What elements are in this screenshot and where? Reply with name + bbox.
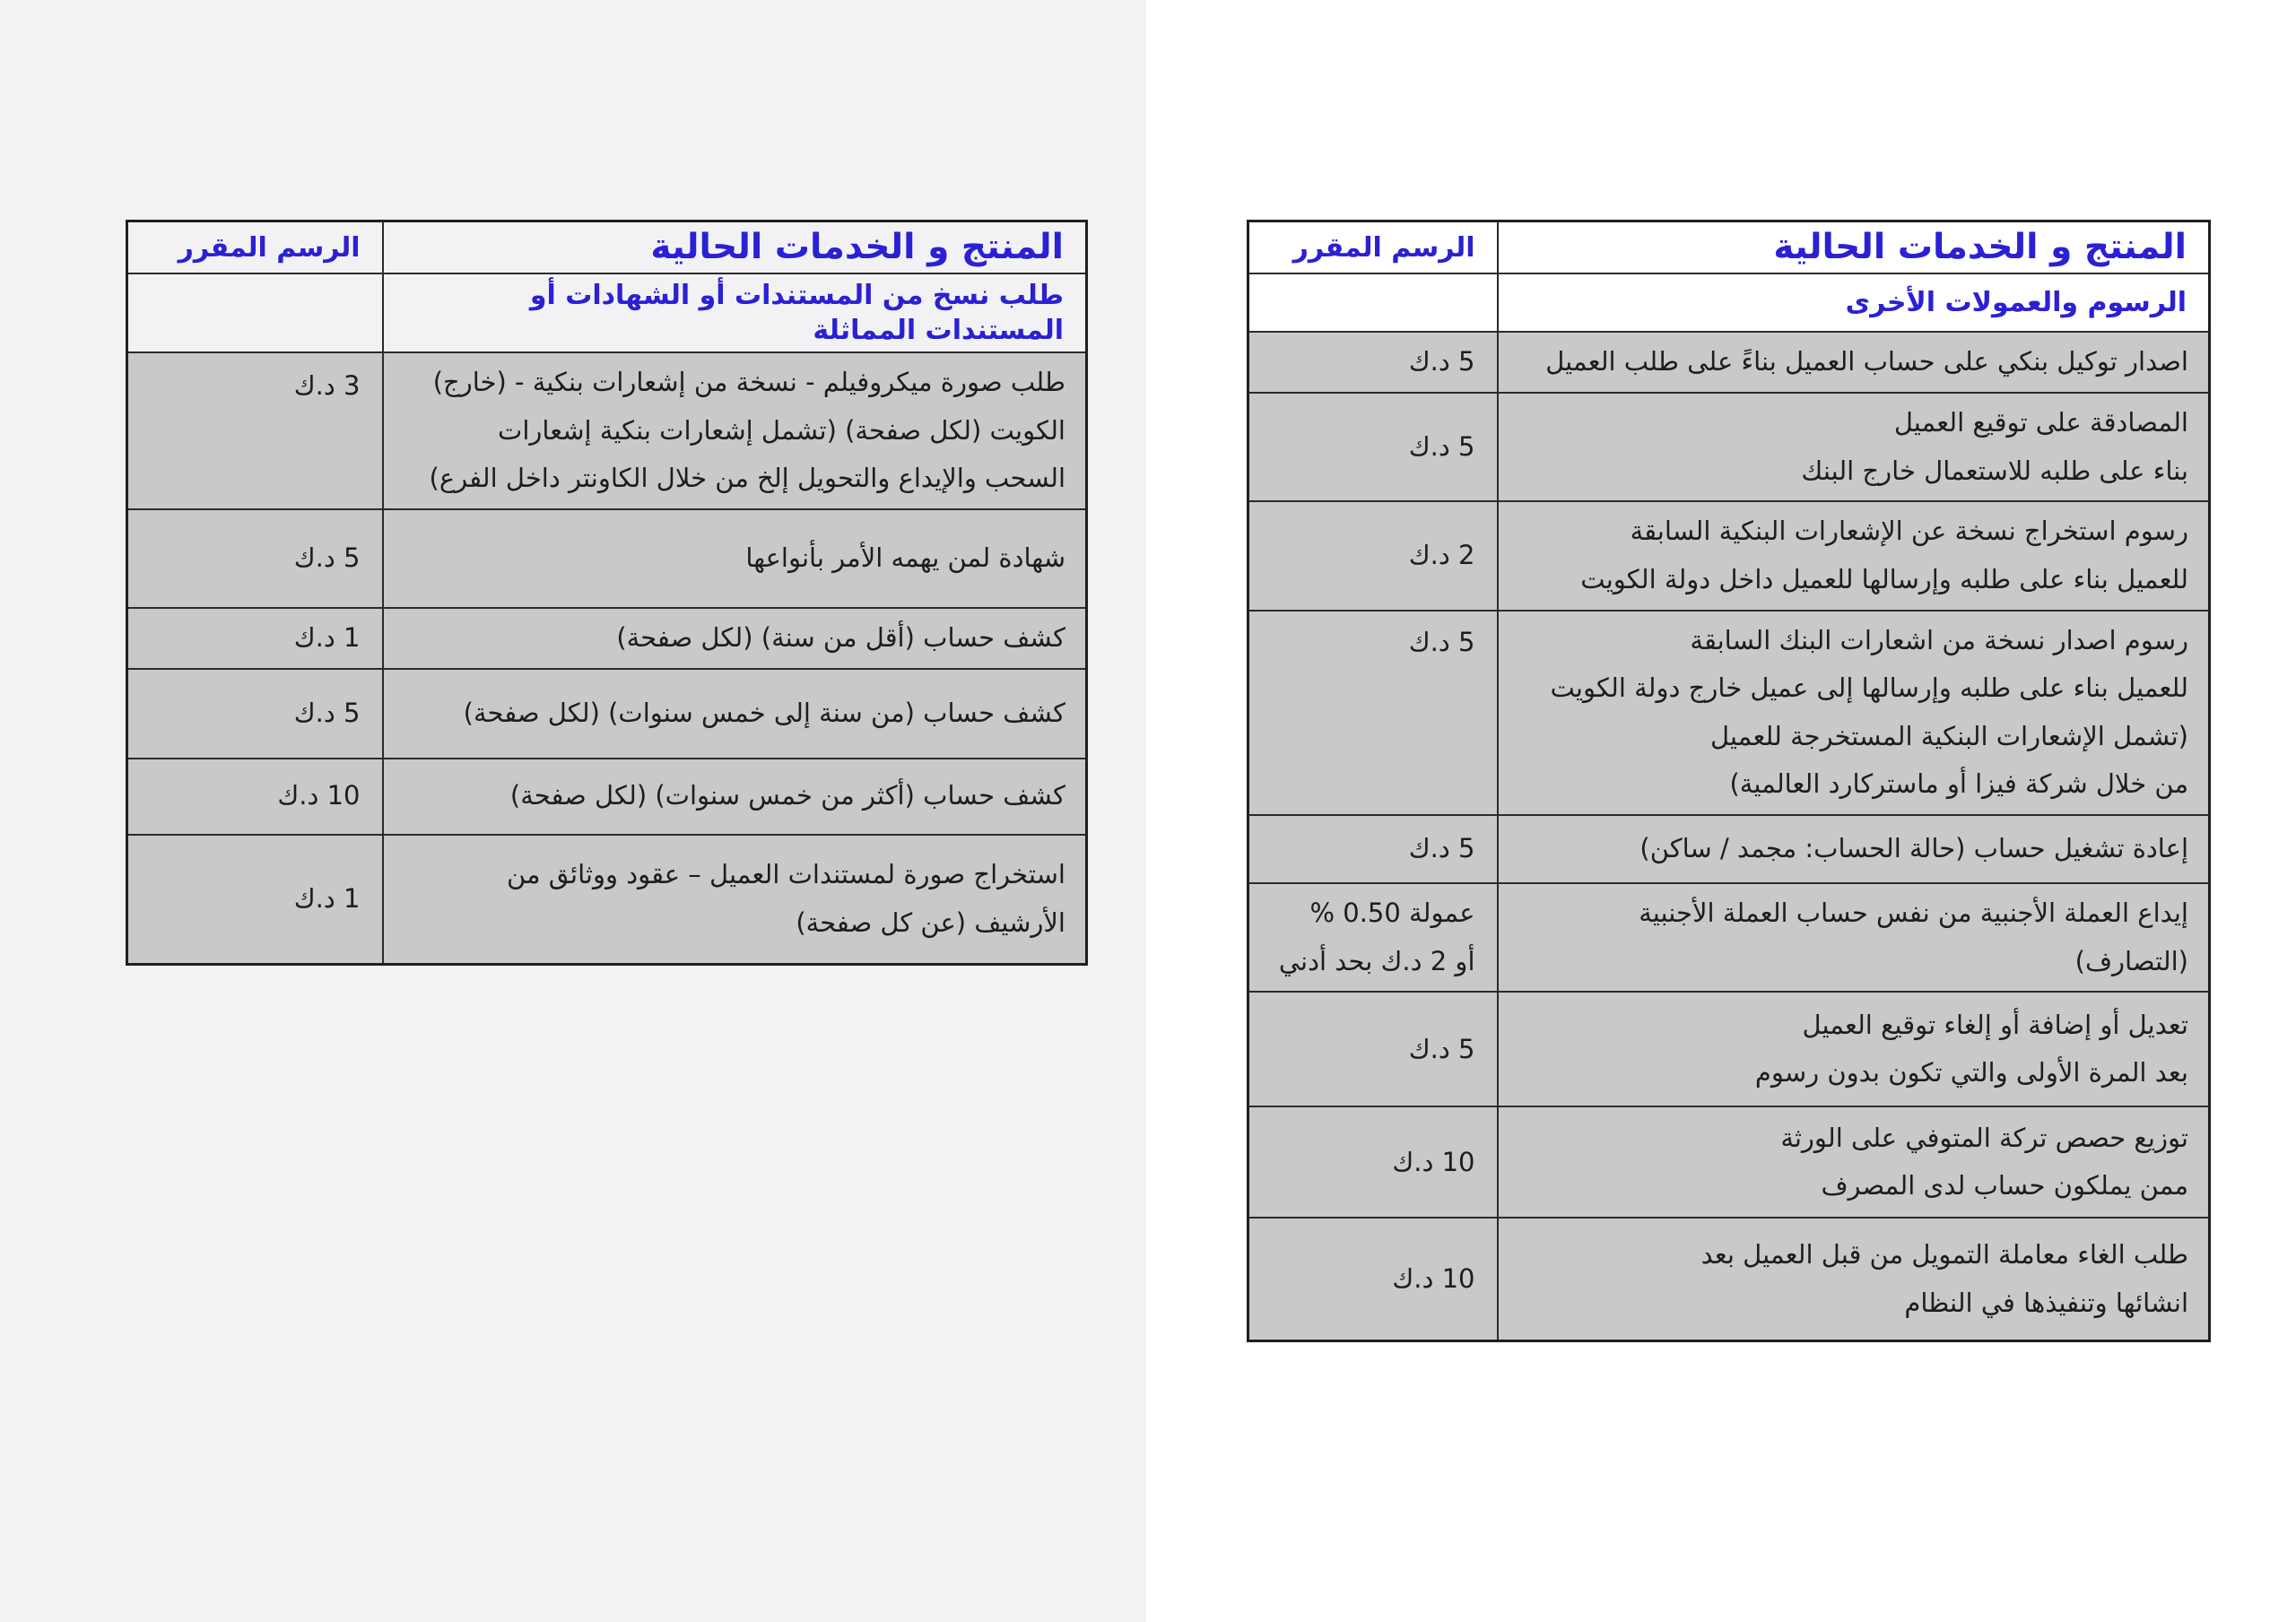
service-line: طلب الغاء معاملة التمويل من قبل العميل بعد — [1700, 1239, 2188, 1271]
fee-line: 10 د.ك — [1392, 1262, 1475, 1294]
section-header: الرسوم والعمولات الأخرى — [1498, 273, 2210, 332]
fees-table — [1247, 220, 2211, 1342]
table-body — [127, 352, 1087, 965]
service-line: كشف حساب (من سنة إلى خمس سنوات) (لكل صفحة) — [463, 697, 1065, 728]
service-description-cell — [383, 759, 1087, 835]
fee-cell — [127, 669, 383, 759]
service-line: للعميل بناء على طلبه وإرسالها إلى عميل خارج دولة الكويت — [1550, 672, 2188, 704]
header-row — [127, 221, 1087, 274]
fee-cell — [1248, 611, 1498, 816]
fee-cell — [127, 509, 383, 608]
service-line: استخراج صورة لمستندات العميل – عقود ووثائق من — [506, 859, 1065, 890]
service-description-cell — [383, 669, 1087, 759]
fee-cell — [1248, 1218, 1498, 1340]
fee-cell — [1248, 992, 1498, 1106]
table-row — [1248, 501, 2210, 610]
service-description-cell — [1498, 393, 2210, 501]
service-line: من خلال شركة فيزا أو ماستركارد العالمية) — [1729, 768, 2188, 800]
service-line: كشف حساب (أقل من سنة) (لكل صفحة) — [616, 621, 1065, 653]
fee-line: 1 د.ك — [293, 882, 361, 914]
table-row — [127, 509, 1087, 608]
fee-cell — [127, 835, 383, 965]
service-description-cell — [1498, 992, 2210, 1106]
service-line: الأرشيف (عن كل صفحة) — [796, 906, 1065, 938]
section-empty-cell — [127, 273, 383, 352]
table-row — [1248, 611, 2210, 816]
service-line: رسوم اصدار نسخة من اشعارات البنك السابقة — [1690, 624, 2188, 655]
fee-cell — [127, 608, 383, 669]
service-line: رسوم استخراج نسخة عن الإشعارات البنكية السابقة — [1630, 516, 2188, 547]
fee-line: 2 د.ك — [1408, 540, 1475, 571]
fee-line: 10 د.ك — [1392, 1146, 1475, 1177]
fee-line: 10 د.ك — [277, 780, 361, 811]
section-row — [127, 273, 1087, 352]
fee-line: 5 د.ك — [1408, 346, 1475, 377]
service-line: (تشمل الإشعارات البنكية المستخرجة للعميل — [1709, 720, 2188, 751]
service-line: السحب والإيداع والتحويل إلخ من خلال الكاونتر داخل الفرع) — [429, 463, 1065, 494]
service-line: بناء على طلبه للاستعمال خارج البنك — [1801, 455, 2188, 486]
table-row — [1248, 1106, 2210, 1218]
service-line: إيداع العملة الأجنبية من نفس حساب العملة الأجنبية — [1639, 898, 2188, 929]
fee-cell — [1248, 1106, 1498, 1218]
service-line: بعد المرة الأولى والتي تكون بدون رسوم — [1754, 1057, 2188, 1089]
service-description-cell — [1498, 1218, 2210, 1340]
service-line: تعديل أو إضافة أو إلغاء توقيع العميل — [1802, 1009, 2188, 1040]
service-line: انشائها وتنفيذها في النظام — [1904, 1287, 2188, 1318]
table-title: المنتج و الخدمات الحالية — [383, 221, 1087, 274]
service-line: طلب صورة ميكروفيلم - نسخة من إشعارات بنكية - (خارج) — [432, 367, 1065, 397]
fee-column-header: الرسم المقرر — [1248, 221, 1498, 274]
table-row — [127, 352, 1087, 509]
fee-line: 3 د.ك — [293, 370, 361, 401]
service-description-cell — [1498, 815, 2210, 883]
service-line: توزيع حصص تركة المتوفي على الورثة — [1780, 1122, 2188, 1153]
fee-line: 1 د.ك — [293, 621, 361, 653]
service-line: ممن يملكون حساب لدى المصرف — [1821, 1170, 2188, 1201]
service-line: شهادة لمن يهمه الأمر بأنواعها — [745, 542, 1065, 574]
header-row — [1248, 221, 2210, 274]
service-description-cell — [1498, 332, 2210, 393]
section-row — [1248, 273, 2210, 332]
service-line: الكويت (لكل صفحة) (تشمل إشعارات بنكية إشعارات — [498, 414, 1065, 446]
service-description-cell — [1498, 1106, 2210, 1218]
service-line: (التصارف) — [2074, 945, 2188, 976]
table-title: المنتج و الخدمات الحالية — [1498, 221, 2210, 274]
fees-table-document-copies — [126, 220, 1085, 966]
service-description-cell — [1498, 611, 2210, 816]
fee-line: 5 د.ك — [1408, 430, 1475, 462]
table-row — [1248, 815, 2210, 883]
fee-cell — [1248, 393, 1498, 501]
fee-line: 5 د.ك — [1408, 1033, 1475, 1064]
service-line: المصادقة على توقيع العميل — [1893, 407, 2188, 438]
fee-line: 5 د.ك — [293, 697, 361, 728]
fees-table — [126, 220, 1088, 966]
fee-cell — [1248, 815, 1498, 883]
table-row — [1248, 992, 2210, 1106]
fee-cell — [1248, 501, 1498, 610]
service-description-cell — [383, 608, 1087, 669]
table-row — [1248, 883, 2210, 992]
service-description-cell — [383, 509, 1087, 608]
service-line: للعميل بناء على طلبه وإرسالها للعميل داخل دولة الكويت — [1580, 563, 2188, 594]
fee-cell — [127, 352, 383, 509]
table-row — [1248, 1218, 2210, 1340]
service-description-cell — [1498, 883, 2210, 992]
service-description-cell — [383, 835, 1087, 965]
service-description-cell — [383, 352, 1087, 509]
service-line: اصدار توكيل بنكي على حساب العميل بناءً على طلب العميل — [1545, 346, 2188, 377]
fee-cell — [1248, 332, 1498, 393]
table-body — [1248, 332, 2210, 1340]
table-row — [127, 669, 1087, 759]
table-row — [127, 608, 1087, 669]
table-row — [1248, 393, 2210, 501]
fee-line: عمولة 0.50 % — [1309, 898, 1475, 929]
fee-line: أو 2 د.ك بحد أدني — [1278, 945, 1475, 976]
service-line: كشف حساب (أكثر من خمس سنوات) (لكل صفحة) — [509, 780, 1065, 811]
section-header: طلب نسخ من المستندات أو الشهادات أو المستندات المماثلة — [383, 273, 1087, 352]
table-row — [1248, 332, 2210, 393]
table-row — [127, 835, 1087, 965]
fee-column-header: الرسم المقرر — [127, 221, 383, 274]
fee-line: 5 د.ك — [1408, 626, 1475, 657]
table-header — [1248, 221, 2210, 333]
fee-line: 5 د.ك — [1408, 833, 1475, 864]
service-line: إعادة تشغيل حساب (حالة الحساب: مجمد / ساكن) — [1639, 833, 2188, 864]
section-empty-cell — [1248, 273, 1498, 332]
fee-cell — [1248, 883, 1498, 992]
fee-cell — [127, 759, 383, 835]
fee-line: 5 د.ك — [293, 542, 361, 574]
service-description-cell — [1498, 501, 2210, 610]
fees-table-other-commissions — [1247, 220, 2208, 1342]
table-header — [127, 221, 1087, 353]
table-row — [127, 759, 1087, 835]
